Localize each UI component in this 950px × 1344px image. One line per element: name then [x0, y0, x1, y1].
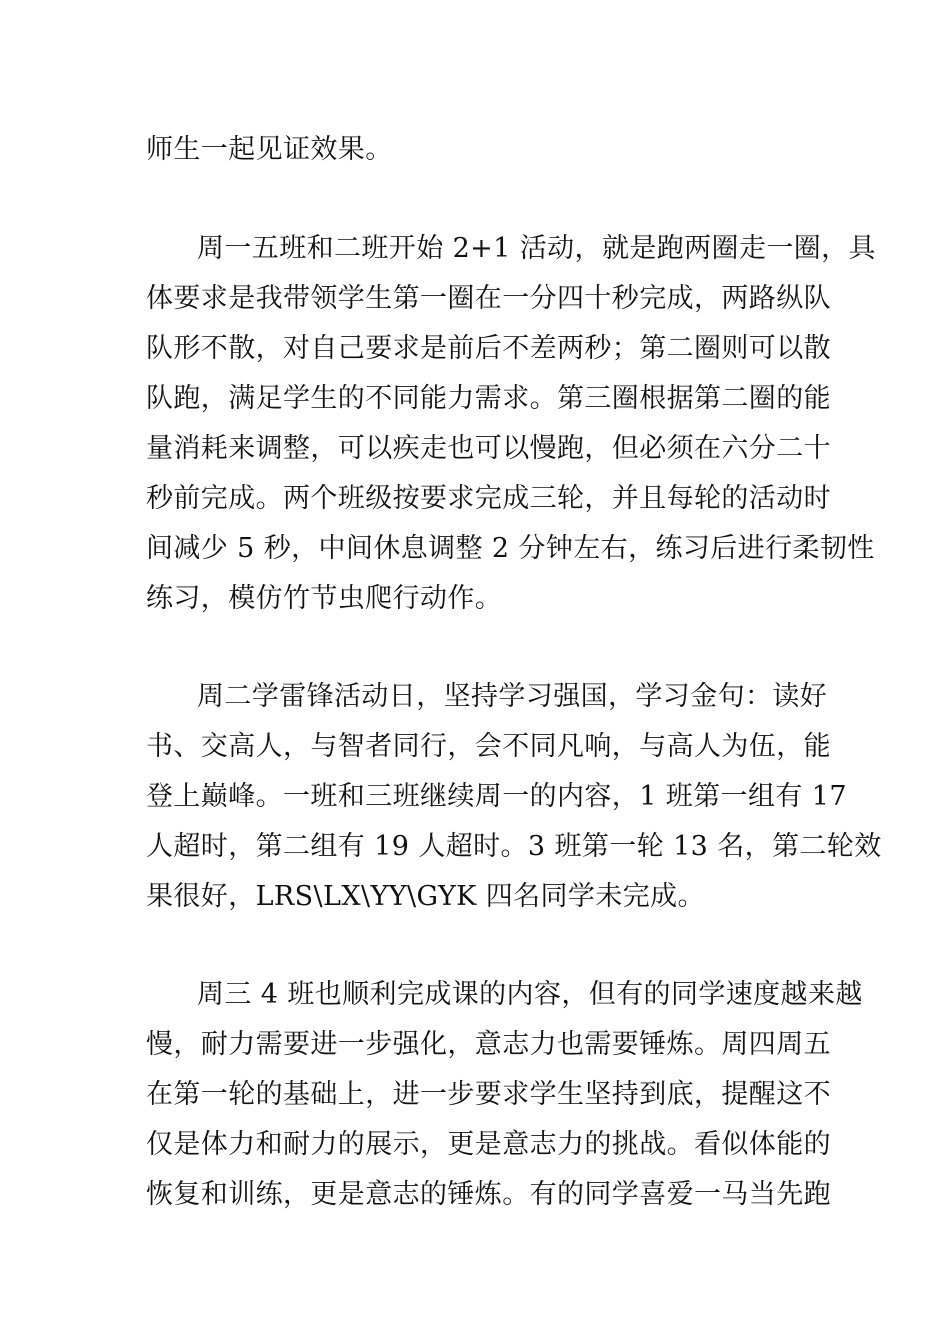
paragraph-3-line-2: 书、交高人，与智者同行，会不同凡响，与高人为伍，能 [146, 731, 831, 762]
paragraph-3-line-3: 登上巅峰。一班和三班继续周一的内容，1 班第一组有 17 [146, 781, 847, 812]
paragraph-2-line-4: 队跑，满足学生的不同能力需求。第三圈根据第二圈的能 [146, 383, 831, 414]
paragraph-4-line-4: 仅是体力和耐力的展示，更是意志力的挑战。看似体能的 [146, 1129, 831, 1160]
paragraph-4-line-2: 慢，耐力需要进一步强化，意志力也需要锤炼。周四周五 [146, 1029, 831, 1060]
paragraph-4-line-1: 周三 4 班也顺利完成课的内容，但有的同学速度越来越 [197, 979, 863, 1010]
paragraph-1-line-1: 师生一起见证效果。 [146, 134, 393, 165]
paragraph-2-line-8: 练习，模仿竹节虫爬行动作。 [146, 583, 503, 614]
paragraph-3-line-1: 周二学雷锋活动日，坚持学习强国，学习金句：读好 [197, 681, 828, 712]
paragraph-2-line-6: 秒前完成。两个班级按要求完成三轮，并且每轮的活动时 [146, 483, 831, 514]
paragraph-4-line-5: 恢复和训练，更是意志的锤炼。有的同学喜爱一马当先跑 [146, 1179, 831, 1210]
paragraph-4-line-3: 在第一轮的基础上，进一步要求学生坚持到底，提醒这不 [146, 1079, 831, 1110]
paragraph-3-line-5: 果很好，LRS\LX\YY\GYK 四名同学未完成。 [146, 881, 705, 912]
paragraph-2-line-1: 周一五班和二班开始 2+1 活动，就是跑两圈走一圈，具 [197, 233, 876, 264]
paragraph-2-line-3: 队形不散，对自己要求是前后不差两秒；第二圈则可以散 [146, 333, 831, 364]
paragraph-2-line-5: 量消耗来调整，可以疾走也可以慢跑，但必须在六分二十 [146, 433, 831, 464]
paragraph-3-line-4: 人超时，第二组有 19 人超时。3 班第一轮 13 名，第二轮效 [146, 831, 882, 862]
paragraph-2-line-2: 体要求是我带领学生第一圈在一分四十秒完成，两路纵队 [146, 283, 831, 314]
paragraph-2-line-7: 间减少 5 秒，中间休息调整 2 分钟左右，练习后进行柔韧性 [146, 533, 875, 564]
